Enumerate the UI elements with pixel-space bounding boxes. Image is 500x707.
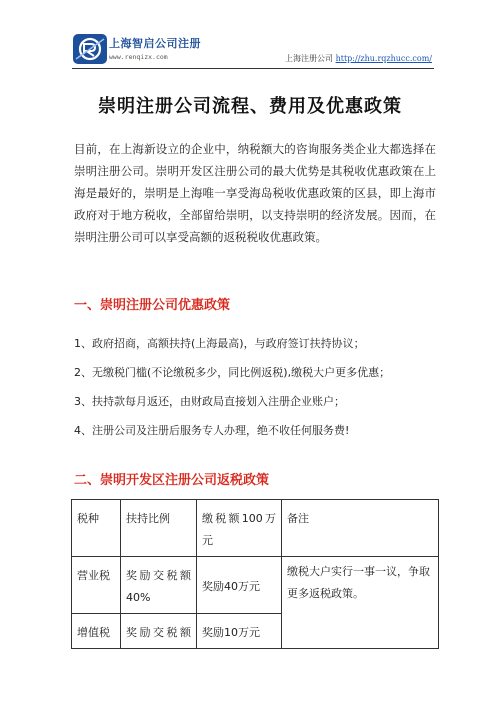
table-header-row (72, 500, 439, 557)
table-cell-ratio (121, 557, 197, 614)
section-heading-policy: 一、崇明注册公司优惠政策 (74, 298, 231, 313)
table-header-cell (197, 500, 282, 557)
policy-item: 1、政府招商，高额扶持(上海最高)，与政府签订扶持协议； (74, 337, 365, 350)
table-cell-ratio-text: 奖励交税额 (126, 626, 191, 639)
page-header (72, 33, 432, 73)
header-site-link[interactable]: http://zhu.rqzhucc.com/ (335, 54, 432, 63)
table-row (72, 557, 439, 614)
table-cell-note: 缴税大户实行一事一议，争取更多返税政策。 (282, 557, 439, 649)
company-logo-icon (72, 33, 108, 65)
policy-list (74, 336, 436, 452)
table-cell-amount: 奖励40万元 (197, 557, 282, 614)
table-cell-ratio (121, 614, 197, 649)
logo-url: www.renqizx.com (109, 53, 168, 61)
header-divider (72, 68, 434, 69)
policy-item: 2、无缴税门槛(不论缴税多少，同比例返税),缴税大户更多优惠； (74, 366, 391, 379)
header-site-info (285, 53, 432, 64)
policy-item: 4、注册公司及注册后服务专人办理，绝不收任何服务费! (74, 424, 350, 437)
table-cell-ratio-text: 奖励交税额40% (126, 569, 191, 604)
page-title: 崇明注册公司流程、费用及优惠政策 (98, 96, 402, 117)
table-header-cell: 备注 (282, 500, 439, 557)
table-header-cell: 扶持比例 (121, 500, 197, 557)
table-cell-tax: 增值税 (72, 614, 121, 649)
table-header-cell: 税种 (72, 500, 121, 557)
policy-item: 3、扶持款每月返还，由财政局直接划入注册企业账户； (74, 395, 345, 408)
table-cell-tax: 营业税 (72, 557, 121, 614)
logo-text: 上海智启公司注册 (109, 37, 201, 50)
intro-paragraph: 目前，在上海新设立的企业中，纳税额大的咨询服务类企业大都选择在崇明注册公司。崇明开发区注册公司的最大优势是其税收优惠政策在上海是最好的，崇明是上海唯一享受海岛税收优惠政策的区县，即上海市政府对于地方税收，全部留给崇明，以支持崇明的经济发展。因而，在崇明注册公司可以享受高额的返税税收优惠政策。 (74, 142, 436, 244)
table-cell-amount: 奖励10万元 (197, 614, 282, 649)
header-site-label: 上海注册公司 (285, 54, 334, 63)
table-header-amount: 缴税额100万元 (202, 512, 276, 547)
section-heading-tax-refund: 二、崇明开发区注册公司返税政策 (74, 473, 270, 488)
tax-refund-table (71, 499, 439, 649)
